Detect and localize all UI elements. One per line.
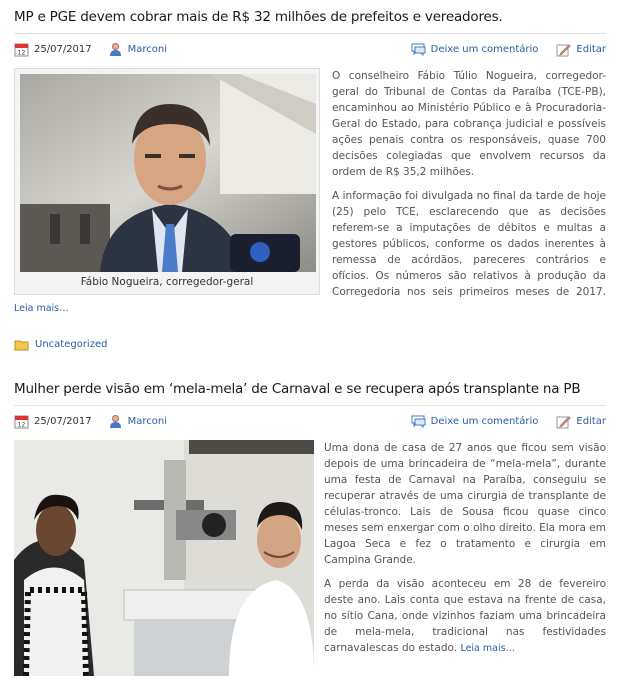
post-figure bbox=[14, 440, 314, 676]
svg-text:12: 12 bbox=[17, 421, 26, 428]
category-link[interactable]: Uncategorized bbox=[35, 339, 108, 350]
pencil-icon bbox=[556, 42, 571, 57]
post-meta bbox=[14, 33, 606, 57]
read-more-link[interactable]: Leia mais… bbox=[460, 643, 516, 654]
edit-link[interactable]: Editar bbox=[576, 415, 606, 427]
post-meta bbox=[14, 405, 606, 429]
post-date[interactable]: 25/07/2017 bbox=[34, 415, 92, 427]
comment-icon bbox=[411, 42, 426, 57]
post-paragraph: O conselheiro Fábio Túlio Nogueira, corregedor-geral do Tribunal de Contas da Paraíba (TCE-PB), encaminhou ao Ministério Público e à Procuradoria-Geral do Estado, para cobrança judicial e possíveis ações penais contra os responsáveis, quase 700 decisões colegiadas que envolvem recursos da ordem de R$ 35,2 milhões. bbox=[332, 70, 606, 178]
post-title[interactable]: MP e PGE devem cobrar mais de R$ 32 milhões de prefeitos e vereadores. bbox=[14, 9, 503, 25]
post-figure bbox=[14, 68, 320, 295]
comment-link[interactable]: Deixe um comentário bbox=[430, 43, 539, 55]
post-paragraph: Uma dona de casa de 27 anos que ficou sem visão depois de uma brincadeira de “mela-mela”, durante uma festa de Carnaval na Paraíba, conseguiu se recuperar através de uma cirurgia de transplante de células-tronco. Lais de Sousa ficou quase cinco meses sem enxergar com o olho direito. Ela mora em Lagoa Seca e fez o tratamento e cirurgia em Campina Grande. bbox=[324, 442, 606, 566]
post-photo[interactable] bbox=[14, 440, 314, 676]
post-2 bbox=[0, 372, 620, 680]
folder-icon bbox=[14, 337, 29, 352]
author-link[interactable]: Marconi bbox=[127, 415, 168, 427]
calendar-icon bbox=[14, 42, 29, 57]
svg-text:12: 12 bbox=[17, 49, 26, 56]
edit-link[interactable]: Editar bbox=[576, 43, 606, 55]
post-content bbox=[14, 440, 606, 680]
pencil-icon bbox=[556, 414, 571, 429]
post-content bbox=[14, 68, 606, 325]
post-paragraph-text: A perda da visão aconteceu em 28 de fevereiro deste ano. Lais conta que estava na frente de casa, no sítio Cana, onde vizinhos faziam uma brincadeira de mela-mela, tradicional nas festividades carnavalescas do estado. bbox=[324, 578, 606, 654]
user-icon bbox=[108, 42, 123, 57]
post-category bbox=[14, 337, 606, 352]
post-title[interactable]: Mulher perde visão em ‘mela-mela’ de Carnaval e se recupera após transplante na PB bbox=[14, 381, 581, 397]
user-icon bbox=[108, 414, 123, 429]
post-photo[interactable] bbox=[20, 74, 316, 272]
post-date[interactable]: 25/07/2017 bbox=[34, 43, 92, 55]
image-caption: Fábio Nogueira, corregedor-geral bbox=[80, 276, 254, 288]
read-more-link[interactable]: Leia mais… bbox=[14, 303, 69, 314]
post-paragraph-text: A informação foi divulgada no final da tarde de hoje (25) pelo TCE, esclarecendo que as decisões referem-se a imputações de débitos e multas a gestores públicos, conforme os dados inerentes à remessa de acórdãos, pareceres contrários e ofícios. Os números são relativos à produção da Corregedoria nos seis primeiros meses de 2017. bbox=[332, 190, 606, 298]
calendar-icon bbox=[14, 414, 29, 429]
author-link[interactable]: Marconi bbox=[127, 43, 168, 55]
comment-link[interactable]: Deixe um comentário bbox=[430, 415, 539, 427]
comment-icon bbox=[411, 414, 426, 429]
